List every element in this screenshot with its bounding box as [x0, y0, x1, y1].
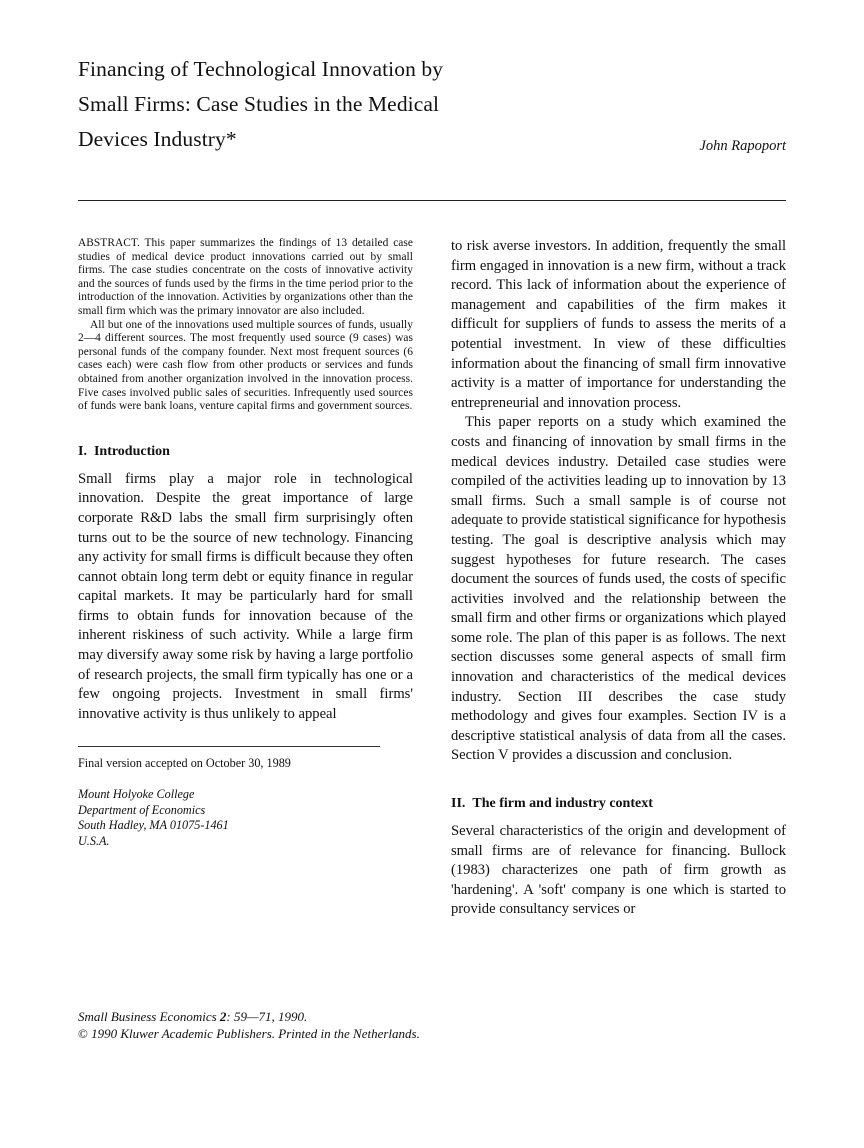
abstract-paragraph-1: ABSTRACT. This paper summarizes the findings of 13 detailed case studies of medical device product innovations carried out by small firms. The case studies concentrate on the costs of innovative activity and the sources of funds used by the firms in the time period prior to the introduction of the innovation. Activities by organizations other than the small firm which was the primary innovator are also included. — [78, 237, 413, 317]
title-line-3: Devices Industry* — [78, 127, 237, 151]
page-content — [78, 52, 786, 920]
paragraph-intro-2: to risk averse investors. In addition, frequently the small firm engaged in innovation is a new firm, without a track record. This lack of information about the experience of management and capabilities of the firm makes it difficult for suppliers of funds to assess the merits of a potential investment. In view of these difficulties information about the financing of small firm innovative activity is a matter of importance for understanding the entrepreneurial and innovation process. — [451, 238, 786, 411]
title-line-2: Small Firms: Case Studies in the Medical — [78, 92, 440, 116]
left-column — [78, 237, 413, 920]
section-title-2: The firm and industry context — [472, 796, 653, 812]
address-line-4: U.S.A. — [78, 833, 110, 848]
section-heading-firm-industry — [451, 796, 786, 812]
paragraph-section2-1: Several characteristics of the origin and development of small firms are of relevance for financing. Bullock (1983) characterizes one path of firm growth as 'hardening'. A 'soft' company is one which is started to provide consultancy services or — [451, 823, 786, 918]
section-number-2: II. — [451, 796, 466, 812]
section-2-body — [451, 822, 786, 920]
journal-volume: 2 — [219, 1009, 227, 1024]
introduction-body-right — [451, 237, 786, 766]
two-column-body — [78, 237, 786, 920]
title-line-1: Financing of Technological Innovation by — [78, 57, 444, 81]
abstract-block — [78, 237, 413, 414]
address-line-3: South Hadley, MA 01075-1461 — [78, 818, 229, 833]
section-number-1: I. — [78, 443, 87, 459]
paragraph-intro-1: Small firms play a major role in technological innovation. Despite the great importance of large corporate R&D labs the small firm surprisingly often turns out to be the source of new technology. Financing any activity for small firms is difficult because they often cannot obtain long term debt or equity finance in regular capital markets. It may be particularly hard for small firms to obtain funds for innovation because of the inherent riskiness of such activity. While a large firm may diversify away some risk by having a large portfolio of research projects, the small firm typically has one or a few ongoing projects. Investment in small firms' innovative activity is thus unlikely to appeal — [78, 470, 413, 722]
copyright-icon: © — [78, 1026, 88, 1041]
right-column — [451, 237, 786, 920]
publisher-text: 1990 Kluwer Academic Publishers. Printed in the Netherlands. — [87, 1026, 420, 1041]
author-address — [78, 787, 413, 849]
title-divider — [78, 200, 786, 201]
introduction-body-left — [78, 470, 413, 725]
journal-citation-line — [78, 1008, 786, 1025]
abstract-paragraph-2: All but one of the innovations used multiple sources of funds, usually 2—4 different sources. The most frequently used source (9 cases) was personal funds of the company founder. Next most frequent sources (6 cases each) were cash flow from other products or services and funds obtained from another organization involved in the innovation process. Five cases involved public sales of securities. Infrequently used sources of funds were bank loans, venture capital firms and government sources. — [78, 318, 413, 413]
paragraph-intro-3: This paper reports on a study which examined the costs and financing of innovation by small firms in the medical devices industry. Detailed case studies were compiled of the activities leading up to innovation by 13 small firms. Such a small sample is of course not adequate to provide statistical significance for hypothesis testing. The goal is descriptive analysis which may suggest hypotheses for future research. The cases document the sources of funds used, the costs of specific activities involved and the relationship between the small firm and other firms or organizations which played some role. The plan of this paper is as follows. The next section discusses some general aspects of small firm innovation and characteristics of the medical devices industry. Section III describes the case study methodology and gives four examples. Section IV is a descriptive statistical analysis of data from all the cases. Section V provides a discussion and conclusion. — [451, 414, 786, 764]
address-line-1: Mount Holyoke College — [78, 787, 195, 802]
journal-pages-year: : 59—71, 1990. — [226, 1009, 308, 1024]
author-name: John Rapoport — [699, 138, 786, 154]
page-title — [78, 52, 638, 157]
title-block — [78, 52, 786, 172]
footnote-accepted-date: Final version accepted on October 30, 1989 — [78, 756, 291, 771]
section-title-1: Introduction — [93, 443, 170, 459]
journal-name: Small Business Economics — [78, 1009, 220, 1024]
footnote-divider — [78, 746, 380, 747]
journal-footer — [78, 1008, 786, 1042]
section-heading-introduction — [78, 444, 413, 460]
journal-copyright-line — [78, 1025, 786, 1042]
address-line-2: Department of Economics — [78, 802, 206, 817]
